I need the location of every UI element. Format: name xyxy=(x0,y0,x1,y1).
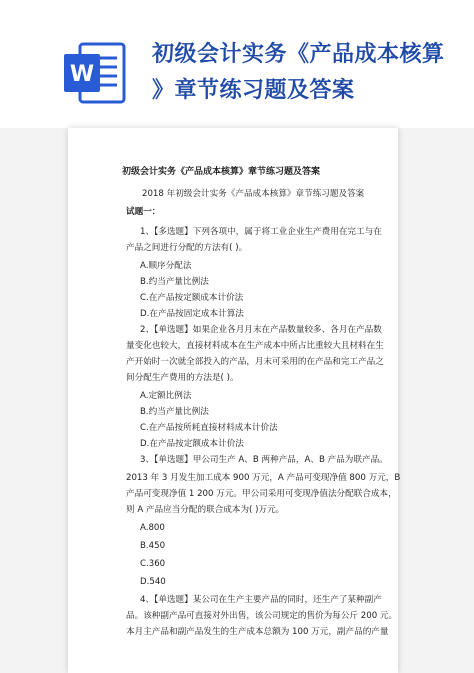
question-2-line: 间分配生产费用的方法是( )。 xyxy=(126,373,239,383)
page-title-line-2: 》章节练习题及答案 xyxy=(152,77,355,103)
svg-text:W: W xyxy=(69,62,95,87)
question-3-option: D.540 xyxy=(140,577,166,587)
question-1-option: C.在产品按定额成本计价法 xyxy=(140,293,244,303)
question-1-line: 产品之间进行分配的方法有( )。 xyxy=(126,243,248,253)
question-4-line: 品。该种副产品可直接对外出售，该公司规定的售价为每公斤 200 元。 xyxy=(126,611,398,621)
question-2-line: 产开始时一次就全部投入的产品，月末可采用的在产品和完工产品之 xyxy=(126,357,384,367)
question-1-line: 1、【多选题】下列各项中，属于将工业企业生产费用在完工与在 xyxy=(140,227,382,237)
question-1-option: A.顺序分配法 xyxy=(140,261,192,271)
question-3-line: 则 A 产品应当分配的联合成本为( )万元。 xyxy=(126,505,285,515)
question-3-option: B.450 xyxy=(140,541,166,551)
question-4-line: 4、【单选题】某公司在生产主要产品的同时，还生产了某种副产 xyxy=(140,595,382,605)
question-3-line: 产品可变现净值 1 200 万元。甲公司采用可变现净值法分配联合成本， xyxy=(126,489,397,499)
question-2-option: B.约当产量比例法 xyxy=(140,407,209,417)
question-1-option: B.约当产量比例法 xyxy=(140,277,209,287)
page-title xyxy=(152,36,464,108)
question-1-option: D.在产品按固定成本计算法 xyxy=(140,309,244,319)
document-page xyxy=(68,128,401,673)
document-subheading: 2018 年初级会计实务《产品成本核算》章节练习题及答案 xyxy=(142,189,365,199)
question-2-option: C.在产品按所耗直接材料成本计价法 xyxy=(140,423,278,433)
question-2-option: D.在产品按定额成本计价法 xyxy=(140,439,244,449)
question-2-line: 2、【单选题】如果企业各月月末在产品数量较多、各月在产品数 xyxy=(140,325,382,335)
question-3-option: C.360 xyxy=(140,559,166,569)
word-doc-icon xyxy=(62,40,128,106)
document-title: 初级会计实务《产品成本核算》章节练习题及答案 xyxy=(122,167,321,177)
question-2-line: 量变化也较大，直接材料成本在生产成本中所占比重较大且材料在生 xyxy=(126,341,384,351)
page-title-line-1: 初级会计实务《产品成本核算 xyxy=(152,41,445,67)
section-label: 试题一： xyxy=(126,207,161,217)
question-3-line: 2013 年 3 月发生加工成本 900 万元，A 产品可变现净值 800 万元，B xyxy=(126,473,401,483)
question-3-line: 3、【单选题】甲公司生产 A、B 两种产品，A、B 产品为联产品。 xyxy=(140,455,388,465)
question-2-option: A.定额比例法 xyxy=(140,391,192,401)
question-4-line: 本月主产品和副产品发生的生产成本总额为 100 万元，副产品的产量 xyxy=(126,627,389,637)
question-3-option: A.800 xyxy=(140,523,165,533)
